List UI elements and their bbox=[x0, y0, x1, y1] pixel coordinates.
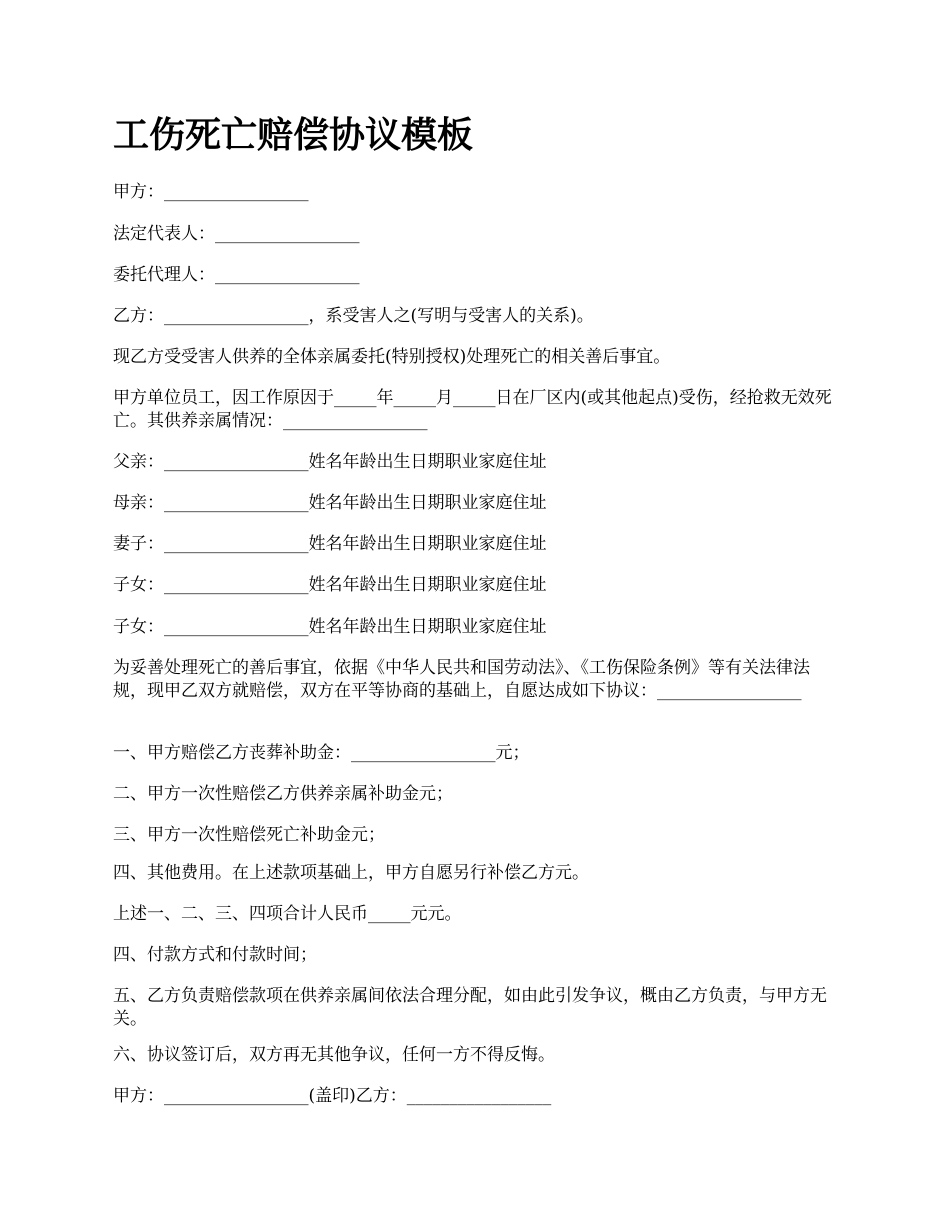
clause-payment-method: 四、付款方式和付款时间； bbox=[113, 945, 317, 965]
clause-no-dispute: 六、协议签订后，双方再无其他争议，任何一方不得反悔。 bbox=[113, 1045, 555, 1065]
relative-father-line: 父亲：_________________姓名年龄出生日期职业家庭住址 bbox=[113, 452, 547, 472]
relative-mother-line: 母亲：_________________姓名年龄出生日期职业家庭住址 bbox=[113, 493, 547, 513]
relative-child-line: 子女：_________________姓名年龄出生日期职业家庭住址 bbox=[113, 575, 547, 595]
entrustment-paragraph: 现乙方受受害人供养的全体亲属委托(特别授权)处理死亡的相关善后事宜。 bbox=[113, 347, 671, 367]
clause-dependent-subsidy: 二、甲方一次性赔偿乙方供养亲属补助金元； bbox=[113, 784, 453, 804]
authorized-agent-line: 委托代理人：_________________ bbox=[113, 265, 360, 285]
clause-distribution: 五、乙方负责赔偿款项在供养亲属间依法合理分配，如由此引发争议，概由乙方负责，与甲方无关。 bbox=[113, 986, 827, 1029]
preamble-paragraph: 为妥善处理死亡的善后事宜，依据《中华人民共和国劳动法》、《工伤保险条例》等有关法律法规，现甲乙双方就赔偿，双方在平等协商的基础上，自愿达成如下协议：_________________ bbox=[113, 658, 810, 701]
relative-wife-line: 妻子：_________________姓名年龄出生日期职业家庭住址 bbox=[113, 534, 547, 554]
incident-paragraph: 甲方单位员工，因工作原因于_____年_____月_____日在厂区内(或其他起点)受伤，经抢救无效死亡。其供养亲属情况：_________________ bbox=[113, 388, 832, 431]
legal-representative-line: 法定代表人：_________________ bbox=[113, 224, 360, 244]
clause-other-expenses: 四、其他费用。在上述款项基础上，甲方自愿另行补偿乙方元。 bbox=[113, 863, 589, 883]
party-b-line: 乙方：_________________，系受害人之(写明与受害人的关系)。 bbox=[113, 306, 594, 326]
clause-funeral-subsidy: 一、甲方赔偿乙方丧葬补助金：_________________元； bbox=[113, 743, 530, 763]
relative-child-line: 子女：_________________姓名年龄出生日期职业家庭住址 bbox=[113, 617, 547, 637]
party-a-line: 甲方：_________________ bbox=[113, 182, 309, 202]
clause-death-subsidy: 三、甲方一次性赔偿死亡补助金元； bbox=[113, 825, 385, 845]
total-amount-line: 上述一、二、三、四项合计人民币_____元元。 bbox=[113, 904, 462, 924]
document-title: 工伤死亡赔偿协议模板 bbox=[113, 114, 474, 156]
signature-line: 甲方：_________________(盖印)乙方：_________________ bbox=[113, 1086, 552, 1106]
